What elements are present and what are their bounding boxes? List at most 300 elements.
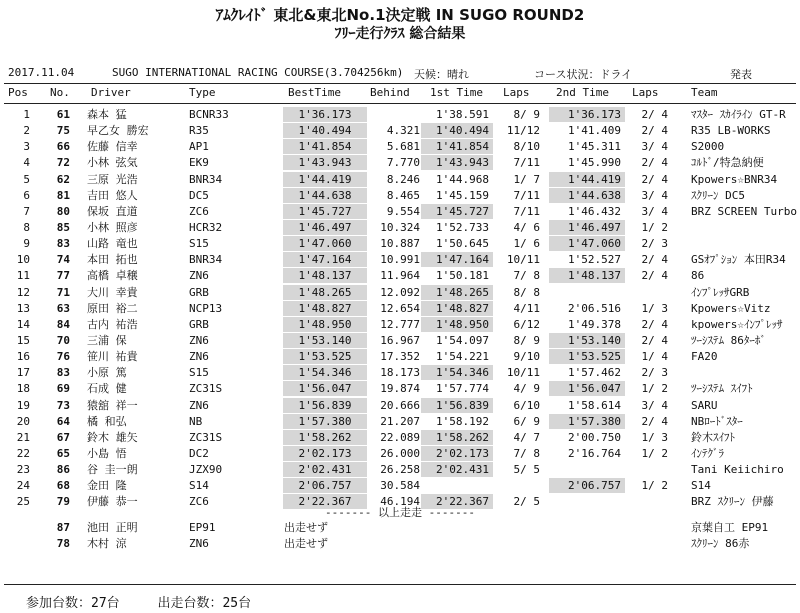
course-name: SUGO INTERNATIONAL RACING COURSE(3.704256km) [112,66,404,79]
col-no: No. [50,86,70,99]
row-team: FA20 [691,350,718,364]
table-row [0,462,800,478]
row-driver: 本田 拓也 [87,253,138,267]
col-best: BestTime [288,86,341,99]
row-team [691,365,799,380]
row-pos: 17 [16,366,30,380]
table-row [0,317,800,333]
row-car-type: ZC31S [189,430,223,444]
entries-count: 参加台数：27台 [26,596,120,611]
track-condition: コース状況：ドライ [534,68,633,81]
row-team: GSｵﾌﾟｼｮﾝ 本田R34 [691,253,786,267]
row-team: ﾂｰｼｽﾃﾑ ｽｲﾌﾄ [691,382,753,396]
row-best-time: 1'56.047 [283,381,367,396]
row-best-time: 1'36.173 [283,107,367,122]
row-car-no: 74 [56,253,70,267]
row-pos: 4 [23,156,30,170]
dns-status: 出走せず [284,537,328,550]
row-pos: 10 [16,253,30,267]
row-team: 86 [691,269,705,283]
row-second-laps [626,462,668,477]
row-car-no: 63 [56,301,70,315]
table-row [0,204,800,220]
dns-team: 京葉自工 EP91 [691,521,769,534]
table-row [0,107,800,123]
row-second-laps: 3/ 4 [641,398,668,412]
row-team: NBﾛｰﾄﾞｽﾀｰ [691,414,743,428]
dns-row [0,520,800,536]
row-first-laps: 4/ 7 [513,430,540,444]
row-second-time: 1'52.527 [568,253,621,267]
row-second-laps: 1/ 3 [641,301,668,315]
row-first-laps: 10/11 [506,253,540,267]
col-second-laps: Laps [632,86,659,99]
row-first-time: 1'56.839 [421,398,493,413]
row-first-time: 1'45.727 [421,204,493,219]
row-best-time: 1'53.140 [283,333,367,348]
row-behind: 21.207 [380,414,420,428]
row-first-laps: 2/ 5 [513,495,540,509]
row-first-laps: 7/11 [513,156,540,170]
row-second-laps: 1/ 2 [641,220,668,234]
row-pos: 3 [23,140,30,154]
row-best-time: 2'06.757 [283,478,367,493]
row-pos: 12 [16,285,30,299]
event-date: 2017.11.04 [8,66,75,79]
row-car-no: 80 [56,204,70,218]
row-car-type: GRB [189,285,209,299]
row-second-laps: 1/ 2 [641,446,668,460]
row-car-type: ZC6 [189,495,209,509]
dns-driver: 池田 正明 [87,521,138,534]
dns-team: ｽｸﾘｰﾝ 86赤 [691,537,750,550]
row-first-laps: 10/11 [506,366,540,380]
row-second-laps: 2/ 4 [641,124,668,138]
row-team: Tani Keiichiro [691,463,784,477]
row-best-time: 1'56.839 [283,398,367,413]
row-second-laps: 3/ 4 [641,204,668,218]
dns-type: ZN6 [189,537,209,550]
row-first-laps: 5/ 5 [513,463,540,477]
row-pos: 5 [23,172,30,186]
row-behind: 46.194 [380,495,420,509]
row-pos: 25 [16,495,30,509]
row-car-type: NCP13 [189,301,223,315]
row-car-no: 86 [56,463,70,477]
row-car-type: HCR32 [189,220,223,234]
table-row [0,333,800,349]
row-second-laps: 2/ 3 [641,366,668,380]
row-team: ｲﾝﾌﾟﾚｯｻGRB [691,285,750,299]
table-row [0,172,800,188]
row-driver: 原田 裕二 [87,301,138,315]
row-car-type: BNR34 [189,172,223,186]
row-first-time: 1'48.265 [421,285,493,300]
info-line [0,66,800,82]
dns-no: 87 [56,521,70,534]
row-behind: 5.681 [386,140,420,154]
row-second-time: 1'45.990 [568,156,621,170]
row-car-no: 76 [56,350,70,364]
row-car-type: DC2 [189,446,209,460]
row-best-time: 1'48.137 [283,268,367,283]
row-team: ｺﾙﾄﾞ/特急納便 [691,156,764,170]
row-car-no: 77 [56,269,70,283]
row-pos: 15 [16,333,30,347]
row-first-laps: 4/ 9 [513,382,540,396]
row-car-type: ZC6 [189,204,209,218]
row-car-type: DC5 [189,188,209,202]
row-first-time: 1'50.181 [436,269,489,283]
table-row [0,268,800,284]
row-behind: 22.089 [380,430,420,444]
row-pos: 14 [16,317,30,331]
row-pos: 7 [23,204,30,218]
row-best-time: 1'44.638 [283,188,367,203]
row-car-no: 66 [56,140,70,154]
row-team: BRZ ｽｸﾘｰﾝ 伊藤 [691,495,774,509]
row-car-no: 81 [56,188,70,202]
row-second-time: 2'00.750 [568,430,621,444]
row-first-laps: 8/10 [513,140,540,154]
row-first-time: 2'02.431 [421,462,493,477]
row-team: ｲﾝﾃｸﾞﾗ [691,446,724,460]
row-driver: 三浦 保 [87,333,127,347]
row-first-laps: 11/12 [506,124,540,138]
row-second-laps: 2/ 4 [641,333,668,347]
row-team: S14 [691,479,711,493]
row-first-laps: 6/ 9 [513,414,540,428]
row-driver: 大川 幸貴 [87,285,138,299]
row-first-time: 1'40.494 [421,123,493,138]
row-second-laps: 2/ 4 [641,414,668,428]
row-team: SARU [691,398,718,412]
row-second-time: 2'06.516 [568,301,621,315]
table-row [0,478,800,494]
class-title: ﾌﾘｰ走行ｸﾗｽ 総合結果 [334,26,466,42]
row-car-type: GRB [189,317,209,331]
row-car-type: S15 [189,366,209,380]
col-first: 1st Time [430,86,483,99]
row-best-time: 1'47.060 [283,236,367,251]
row-car-type: BNR34 [189,253,223,267]
row-second-time: 1'41.409 [568,124,621,138]
table-row [0,220,800,236]
row-first-laps: 6/12 [513,317,540,331]
row-second-laps: 1/ 3 [641,430,668,444]
event-title: ｱﾑｸﾚｲﾄﾞ 東北&東北No.1決定戦 IN SUGO ROUND2 [215,6,585,24]
row-car-type: ZN6 [189,398,209,412]
row-second-time [549,285,625,300]
row-first-time: 1'54.097 [436,333,489,347]
row-car-type: S14 [189,479,209,493]
row-team: Kpowers☆Vitz [691,301,771,315]
row-car-type: ZN6 [189,333,209,347]
row-second-laps: 2/ 4 [641,108,668,121]
row-best-time: 1'40.494 [283,123,367,138]
row-second-laps: 2/ 4 [641,317,668,331]
row-second-time: 1'49.378 [568,317,621,331]
row-first-laps: 4/ 6 [513,220,540,234]
row-second-laps: 3/ 4 [641,188,668,202]
row-driver: 金田 隆 [87,479,127,493]
row-first-time: 1'45.159 [436,188,489,202]
row-best-time: 2'22.367 [283,494,367,509]
row-best-time: 1'48.265 [283,285,367,300]
row-behind: 12.092 [380,285,420,299]
header-bottom-rule [4,103,796,104]
table-row [0,123,800,139]
row-behind: 10.887 [380,237,420,251]
row-driver: 小林 弦気 [87,156,138,170]
row-car-no: 61 [56,108,70,121]
dns-row [0,536,800,552]
row-second-time: 1'36.173 [549,107,625,122]
row-first-time: 1'58.262 [421,430,493,445]
row-behind [368,107,420,122]
row-pos: 2 [23,124,30,138]
row-driver: 保坂 直道 [87,204,138,218]
row-pos: 9 [23,237,30,251]
table-row [0,285,800,301]
table-row [0,252,800,268]
row-pos: 1 [23,108,30,121]
row-car-no: 65 [56,446,70,460]
dns-no: 78 [56,537,70,550]
row-pos: 8 [23,220,30,234]
row-team [691,220,799,235]
row-second-laps: 3/ 4 [641,140,668,154]
row-driver: 猿舘 祥一 [87,398,138,412]
row-second-time: 1'57.380 [549,414,625,429]
row-second-time: 1'53.525 [549,349,625,364]
row-behind: 20.666 [380,398,420,412]
row-car-no: 69 [56,382,70,396]
starters-count: 出走台数：25台 [157,596,252,611]
row-first-time [421,478,493,493]
row-first-time: 1'58.192 [436,414,489,428]
row-team: S2000 [691,140,725,154]
row-second-laps: 2/ 4 [641,269,668,283]
row-car-type: NB [189,414,203,428]
row-pos: 19 [16,398,30,412]
row-best-time: 2'02.431 [283,462,367,477]
row-driver: 古内 祐浩 [87,317,138,331]
row-behind: 12.654 [380,301,420,315]
row-second-time: 1'45.311 [568,140,621,154]
row-best-time: 1'47.164 [283,252,367,267]
row-second-time: 1'46.432 [568,204,621,218]
row-car-no: 75 [56,124,70,138]
row-behind: 10.324 [380,220,420,234]
row-car-type: JZX90 [189,463,223,477]
row-behind: 10.991 [380,253,420,267]
row-best-time: 1'45.727 [283,204,367,219]
row-best-time: 1'58.262 [283,430,367,445]
row-first-time: 1'44.968 [436,172,489,186]
row-behind: 16.967 [380,333,420,347]
row-car-no: 62 [56,172,70,186]
finish-separator: ------- 以上走走 ------- [325,506,475,519]
row-best-time: 1'41.854 [283,139,367,154]
row-second-time [549,462,625,477]
table-row [0,236,800,252]
row-second-time: 1'58.614 [568,398,621,412]
row-car-no: 79 [56,495,70,509]
row-behind: 26.000 [380,446,420,460]
row-driver: 笹川 祐貴 [87,350,138,364]
row-driver: 橘 和弘 [87,414,127,428]
row-driver: 三原 光浩 [87,172,138,186]
row-first-laps: 6/10 [513,398,540,412]
row-first-laps: 7/ 8 [513,269,540,283]
row-second-time: 1'47.060 [549,236,625,251]
row-behind: 17.352 [380,350,420,364]
col-behind: Behind [370,86,410,99]
row-first-time: 1'52.733 [436,220,489,234]
row-car-type: R35 [189,124,209,138]
row-pos: 18 [16,382,30,396]
row-team: kpowers☆ｲﾝﾌﾟﾚｯｻ [691,317,783,331]
table-row [0,430,800,446]
row-first-time: 1'54.221 [436,350,489,364]
row-first-laps: 9/10 [513,350,540,364]
row-team: ﾏｽﾀｰ ｽｶｲﾗｲﾝ GT-R [691,108,786,121]
row-driver: 高橋 卓穣 [87,269,138,283]
row-car-no: 71 [56,285,70,299]
row-car-type: EK9 [189,156,209,170]
table-row [0,301,800,317]
row-team: ﾂｰｼｽﾃﾑ 86ﾀｰﾎﾞ [691,333,766,347]
row-pos: 11 [16,269,30,283]
row-second-time: 2'06.757 [549,478,625,493]
row-team: R35 LB-WORKS [691,124,771,138]
row-car-type: S15 [189,237,209,251]
row-behind: 12.777 [380,317,420,331]
row-best-time: 1'48.950 [283,317,367,332]
row-best-time: 1'53.525 [283,349,367,364]
row-first-laps: 7/ 8 [513,446,540,460]
row-second-laps: 1/ 2 [641,382,668,396]
row-first-laps: 8/ 8 [513,285,540,299]
row-first-time: 1'41.854 [421,139,493,154]
row-second-laps: 2/ 4 [641,172,668,186]
row-pos: 21 [16,430,30,444]
row-driver: 森本 猛 [87,108,127,121]
row-first-laps: 1/ 6 [513,237,540,251]
table-row [0,414,800,430]
row-behind: 8.246 [386,172,420,186]
row-second-time: 1'44.419 [549,172,625,187]
row-second-laps: 1/ 2 [641,479,668,493]
row-car-type: ZC31S [189,382,223,396]
row-behind: 26.258 [380,463,420,477]
row-best-time: 2'02.173 [283,446,367,461]
table-row [0,155,800,171]
row-team [691,236,799,251]
row-best-time: 1'44.419 [283,172,367,187]
row-best-time: 1'54.346 [283,365,367,380]
row-driver: 佐藤 信幸 [87,140,138,154]
row-first-time: 1'48.827 [421,301,493,316]
row-second-laps: 2/ 4 [641,156,668,170]
row-second-time: 2'16.764 [568,446,621,460]
row-driver: 吉田 悠人 [87,188,138,202]
row-driver: 小林 照彦 [87,220,138,234]
col-first-laps: Laps [503,86,530,99]
table-row [0,188,800,204]
table-row [0,398,800,414]
row-first-time: 1'43.943 [421,155,493,170]
row-team: 鈴木ｽｲﾌﾄ [691,430,735,444]
summary-line [26,592,281,611]
row-pos: 16 [16,350,30,364]
row-first-time: 1'57.774 [436,382,489,396]
row-first-time: 2'22.367 [421,494,493,509]
row-second-laps: 2/ 4 [641,253,668,267]
row-second-time: 1'46.497 [549,220,625,235]
row-first-laps: 7/11 [513,204,540,218]
row-car-no: 84 [56,317,70,331]
dns-driver: 木村 涼 [87,537,127,550]
row-second-time: 1'57.462 [568,366,621,380]
table-row [0,139,800,155]
table-row [0,381,800,397]
row-behind: 11.964 [380,269,420,283]
row-first-laps: 1/ 7 [513,172,540,186]
row-car-type: ZN6 [189,350,209,364]
row-behind: 8.465 [386,188,420,202]
row-best-time: 1'43.943 [283,155,367,170]
row-driver: 鈴木 雄矢 [87,430,138,444]
col-driver: Driver [91,86,131,99]
row-second-time: 1'53.140 [549,333,625,348]
row-team: ｽｸﾘｰﾝ DC5 [691,188,745,202]
row-driver: 伊藤 恭一 [87,495,138,509]
row-best-time: 1'46.497 [283,220,367,235]
row-second-laps: 1/ 4 [641,350,668,364]
row-first-time: 1'54.346 [421,365,493,380]
row-car-no: 73 [56,398,70,412]
row-pos: 22 [16,446,30,460]
row-second-time: 1'48.137 [549,268,625,283]
row-first-time: 1'50.645 [436,237,489,251]
col-second: 2nd Time [556,86,609,99]
row-car-type: BCNR33 [189,108,229,121]
row-pos: 24 [16,479,30,493]
header-top-rule [4,83,796,84]
row-car-no: 85 [56,220,70,234]
row-second-laps: 2/ 3 [641,237,668,251]
row-first-laps: 7/11 [513,188,540,202]
table-row [0,349,800,365]
row-team: BRZ SCREEN Turbo [691,204,797,218]
announcement: 発表 [730,68,752,81]
row-second-time: 1'56.047 [549,381,625,396]
row-first-laps [494,478,540,493]
row-first-laps: 8/ 9 [513,108,540,121]
row-behind: 18.173 [380,366,420,380]
row-car-no: 68 [56,479,70,493]
row-first-time: 1'47.164 [421,252,493,267]
row-second-time: 1'44.638 [549,188,625,203]
row-car-type: ZN6 [189,269,209,283]
row-pos: 23 [16,463,30,477]
footer-rule [4,584,796,585]
row-best-time: 1'57.380 [283,414,367,429]
weather: 天候：晴れ [414,68,469,81]
row-driver: 石成 健 [87,382,127,396]
